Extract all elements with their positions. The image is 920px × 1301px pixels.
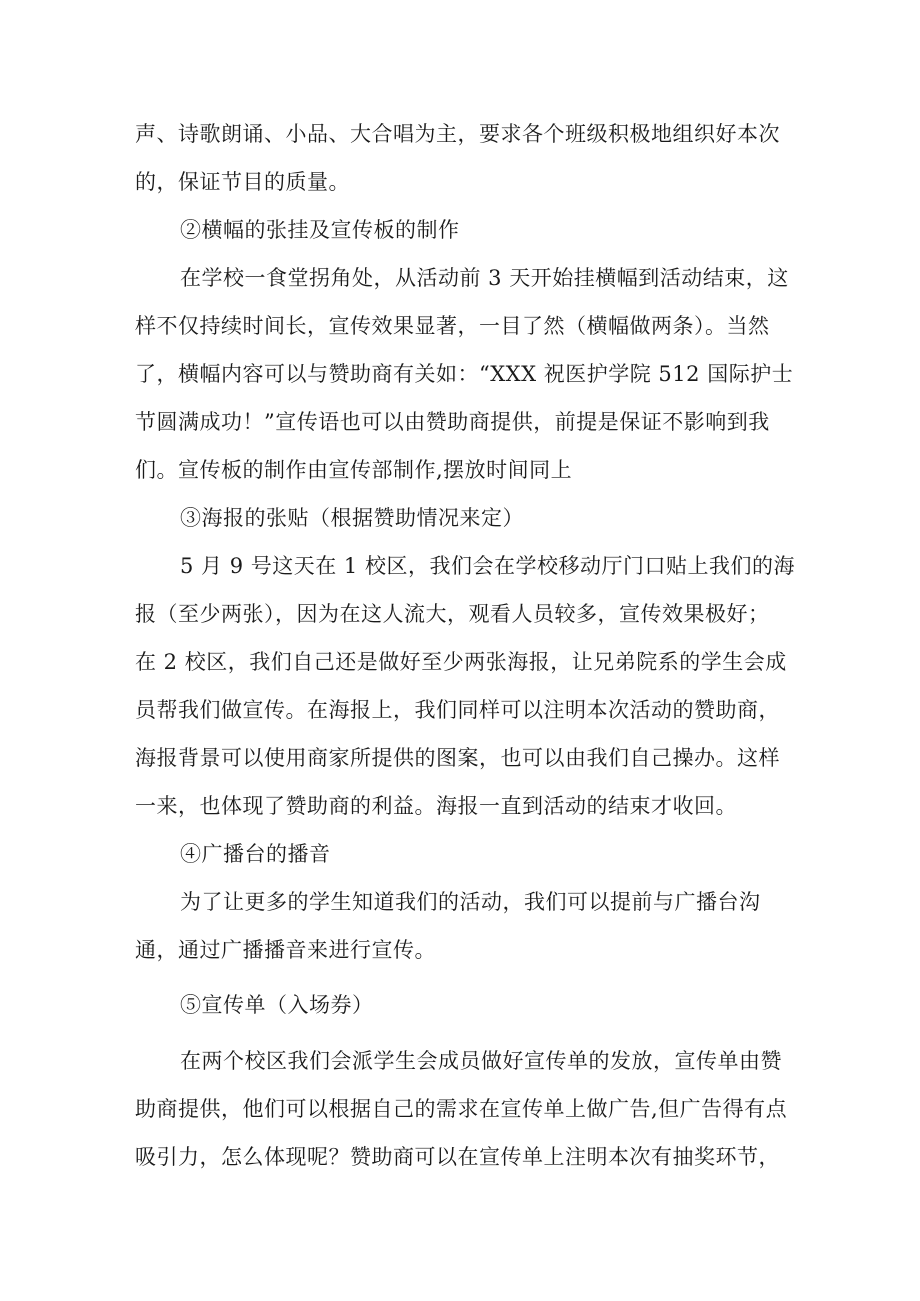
section-heading-broadcast: ④广播台的播音: [180, 842, 331, 866]
text-line: 在学校一食堂拐角处，从活动前 3 天开始挂横幅到活动结束，这: [180, 266, 789, 290]
text-line: 了，横幅内容可以与赞助商有关如：“XXX 祝医护学院 512 国际护士: [135, 362, 794, 386]
text-line: 助商提供，他们可以根据自己的需求在宣传单上做广告,但广告得有点: [135, 1097, 788, 1121]
text-line: 一来，也体现了赞助商的利益。海报一直到活动的结束才收回。: [135, 794, 737, 818]
text-line: 的，保证节目的质量。: [135, 170, 350, 194]
text-line: 在两个校区我们会派学生会成员做好宣传单的发放，宣传单由赞: [180, 1049, 782, 1073]
text-line: 海报背景可以使用商家所提供的图案，也可以由我们自己操办。这样: [135, 746, 780, 770]
text-line: 们。宣传板的制作由宣传部制作,摆放时间同上: [135, 458, 573, 482]
text-line: 声、诗歌朗诵、小品、大合唱为主，要求各个班级积极地组织好本次: [135, 122, 780, 146]
section-heading-banner: ②横幅的张挂及宣传板的制作: [180, 218, 460, 242]
text-line: 5 月 9 号这天在 1 校区，我们会在学校移动厅门口贴上我们的海: [180, 554, 795, 578]
text-line: 报（至少两张），因为在这人流大，观看人员较多，宣传效果极好；: [135, 602, 770, 626]
section-heading-poster: ③海报的张贴（根据赞助情况来定）: [180, 506, 524, 530]
text-line: 员帮我们做宣传。在海报上，我们同样可以注明本次活动的赞助商，: [135, 698, 780, 722]
text-line: 在 2 校区，我们自己还是做好至少两张海报，让兄弟院系的学生会成: [135, 650, 787, 674]
text-line: 为了让更多的学生知道我们的活动，我们可以提前与广播台沟: [180, 890, 761, 914]
text-line: 节圆满成功！”宣传语也可以由赞助商提供，前提是保证不影响到我: [135, 410, 770, 434]
section-heading-flyer: ⑤宣传单（入场券）: [180, 993, 374, 1017]
text-line: 通，通过广播播音来进行宣传。: [135, 938, 436, 962]
text-line: 吸引力，怎么体现呢？赞助商可以在宣传单上注明本次有抽奖环节，: [135, 1145, 780, 1169]
text-line: 样不仅持续时间长，宣传效果显著，一目了然（横幅做两条）。当然: [135, 314, 770, 338]
